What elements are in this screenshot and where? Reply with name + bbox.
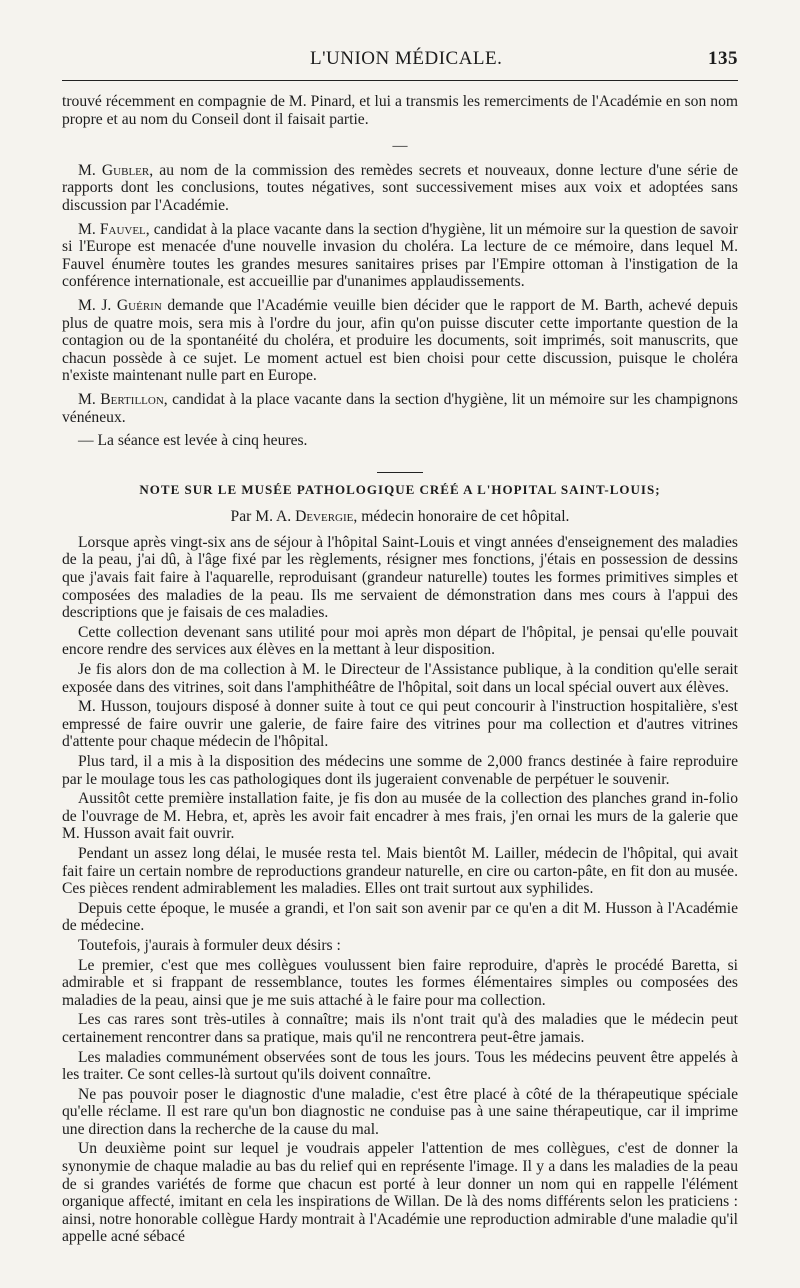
speaker-name: Bertillon [100,390,164,408]
journal-title: L'UNION MÉDICALE. [310,48,503,69]
speaker-name: Fauvel [99,220,146,238]
paragraph-fauvel: M. Fauvel, candidat à la place vacante dans la section d'hygiène, lit un mémoire sur la question de savoir si l'Europe est menacée d'une nouvelle invasion du choléra. La lecture de ce mémoire, dans lequel M. Fauvel énumère toutes les grandes mesures sanitaires prises par l'Empire ottoman à l'instigation de la conférence internationale, est accueillie par d'unanimes applaudissements. [62,220,738,291]
byline-prefix: Par M. A. [230,508,296,526]
section-separator [377,472,423,473]
article-paragraph: Je fis alors don de ma collection à M. le Directeur de l'Assistance publique, à la condition qu'elle serait exposée dans des vitrines, soit dans l'amphithéâtre de l'hôpital, soit dans un local spécial ouvert aux élèves. [62,661,738,696]
article-paragraph: Aussitôt cette première installation faite, je fis don au musée de la collection des planches grand in-folio de l'ouvrage de M. Hebra, et, après les avoir fait encadrer à mes frais, j'en ornai les murs de la galerie que M. Husson avait fait ouvrir. [62,790,738,843]
byline-suffix: , médecin honoraire de cet hôpital. [353,508,570,526]
article-paragraph: Lorsque après vingt-six ans de séjour à l'hôpital Saint-Louis et vingt années d'enseignement des maladies de la peau, j'ai dû, à l'âge fixé par les règlements, résigner mes fonctions, j'étais en possession de dessins que j'avais fait faire à l'aquarelle, reproduisant (grandeur naturelle) toutes les formes primitives simples et composées des maladies de la peau. Ils me servaient de démonstration dans mes cours à l'appui des descriptions que je faisais de ces maladies. [62,533,738,622]
paragraph-guerin: M. J. Guérin demande que l'Académie veuille bien décider que le rapport de M. Barth, achevé depuis plus de quatre mois, sera mis à l'ordre du jour, afin qu'on puisse discuter cette importante question de la contagion ou de la spontanéité du choléra, et produire les documents, soit imprimés, soit manuscrits, que chacun possède à ce sujet. Le moment actuel est bien choisi pour cette discussion, puisque le choléra n'existe maintenant nulle part en Europe. [62,296,738,385]
article-paragraph: Les cas rares sont très-utiles à connaître; mais ils n'ont trait qu'à des maladies que le médecin peut certainement rencontrer dans sa pratique, mais qu'il ne rencontrera peut-être jamais. [62,1011,738,1046]
article-paragraph: Pendant un assez long délai, le musée resta tel. Mais bientôt M. Lailler, médecin de l'hôpital, qui avait fait faire un certain nombre de reproductions grandeur naturelle, en cire ou carton-pâte, en fit don au musée. Ces pièces rendent admirablement les maladies. Elles ont trait surtout aux syphilides. [62,844,738,898]
section-dash: — [392,138,408,155]
article-paragraph: Un deuxième point sur lequel je voudrais appeler l'attention de mes collègues, c'est de donner la synonymie de chaque maladie au bas du relief qui en représente l'image. Il y a dans les maladies de la peau de si grandes variétés de forme que chacun est porté à leur donner un nom qui en rappelle l'élément organique affecté, imitant en cela les inspirations de Willan. De là des noms différents selon les praticiens : ainsi, notre honorable collègue Hardy montrait à l'Académie une reproduction admirable d'une maladie qu'il appelle acné sébacé [62,1140,738,1246]
article-paragraph: Cette collection devenant sans utilité pour moi après mon départ de l'hôpital, je pensai qu'elle pouvait encore rendre des services aux élèves en la mettant à leur disposition. [62,623,738,659]
paragraph-closing: — La séance est levée à cinq heures. [78,432,308,450]
article-paragraph: Ne pas pouvoir poser le diagnostic d'une maladie, c'est être placé à côté de la thérapeutique spéciale qu'elle réclame. Il est rare qu'un bon diagnostic ne conduise pas à une saine thérapeutique, car il imprime une direction dans la recherche de la cause du mal. [62,1085,738,1138]
running-header [62,48,738,81]
paragraph-text: , candidat à la place vacante dans la section d'hygiène, lit un mémoire sur les champignons vénéneux. [62,390,738,426]
paragraph-text: , au nom de la commission des remèdes secrets et nouveaux, donne lecture d'une série de rapports dont les conclusions, toutes négatives, sont successivement mises aux voix et adoptées sans discussion par l'Académie. [62,161,738,214]
paragraph-gubler: M. Gubler, au nom de la commission des remèdes secrets et nouveaux, donne lecture d'une série de rapports dont les conclusions, toutes négatives, sont successivement mises aux voix et adoptées sans discussion par l'Académie. [62,161,738,214]
speaker-name: Guérin [116,296,162,314]
article-byline [62,508,738,526]
page-number: 135 [708,48,738,69]
article-title: NOTE SUR LE MUSÉE PATHOLOGIQUE CRÉÉ A L'HOPITAL SAINT-LOUIS; [139,481,661,497]
article-paragraph: Depuis cette époque, le musée a grandi, et l'on sait son avenir par ce qu'en a dit M. Husson à l'Académie de médecine. [62,899,738,935]
article-paragraph: Les maladies communément observées sont de tous les jours. Tous les médecins peuvent être appelés à les traiter. Ce sont celles-là surtout qu'ils doivent connaître. [62,1048,738,1084]
paragraph-bertillon: M. Bertillon, candidat à la place vacante dans la section d'hygiène, lit un mémoire sur les champignons vénéneux. [62,390,738,426]
article-paragraph: Plus tard, il a mis à la disposition des médecins une somme de 2,000 francs destinée à faire reproduire par le moulage tous les cas pathologiques dont ils jugeraient convenable de perpétuer le souvenir. [62,753,738,788]
article-paragraph: Toutefois, j'aurais à formuler deux désirs : [78,936,341,954]
page-body [62,93,738,1246]
author-name: Devergie [295,508,354,526]
article-paragraph: Le premier, c'est que mes collègues voulussent bien faire reproduire, d'après le procédé Baretta, si admirable et si frappant de ressemblance, toutes les formes élémentaires simples ou composées des maladies de la peau, ainsi que je me suis attaché à le faire pour ma collection. [62,956,738,1009]
paragraph-text: demande que l'Académie veuille bien décider que le rapport de M. Barth, achevé depuis plus de quatre mois, sera mis à l'ordre du jour, afin qu'on puisse discuter cette importante question de la contagion ou de la spontanéité du choléra, et produire les documents, soit imprimés, soit manuscrits, que chacun possède à ce sujet. Le moment actuel est bien choisi pour cette discussion, puisque le choléra n'existe maintenant nulle part en Europe. [62,296,738,385]
speaker-name: Gubler [101,161,150,179]
article-paragraph: M. Husson, toujours disposé à donner suite à tout ce qui peut concourir à l'instruction hospitalière, s'est empressé de faire ouvrir une galerie, de faire faire des vitrines pour ma collection et d'autres vitrines d'attente pour chaque médecin de l'hôpital. [62,698,738,751]
paragraph-text: , candidat à la place vacante dans la section d'hygiène, lit un mémoire sur la question de savoir si l'Europe est menacée d'une nouvelle invasion du choléra. La lecture de ce mémoire, dans lequel M. Fauvel énumère toutes les grandes mesures sanitaires prises par l'Empire ottoman à l'instigation de la conférence internationale, est accueillie par d'unanimes applaudissements. [62,220,738,291]
paragraph-continued: trouvé récemment en compagnie de M. Pinard, et lui a transmis les remerciments de l'Académie en son nom propre et au nom du Conseil dont il faisait partie. [62,93,738,128]
